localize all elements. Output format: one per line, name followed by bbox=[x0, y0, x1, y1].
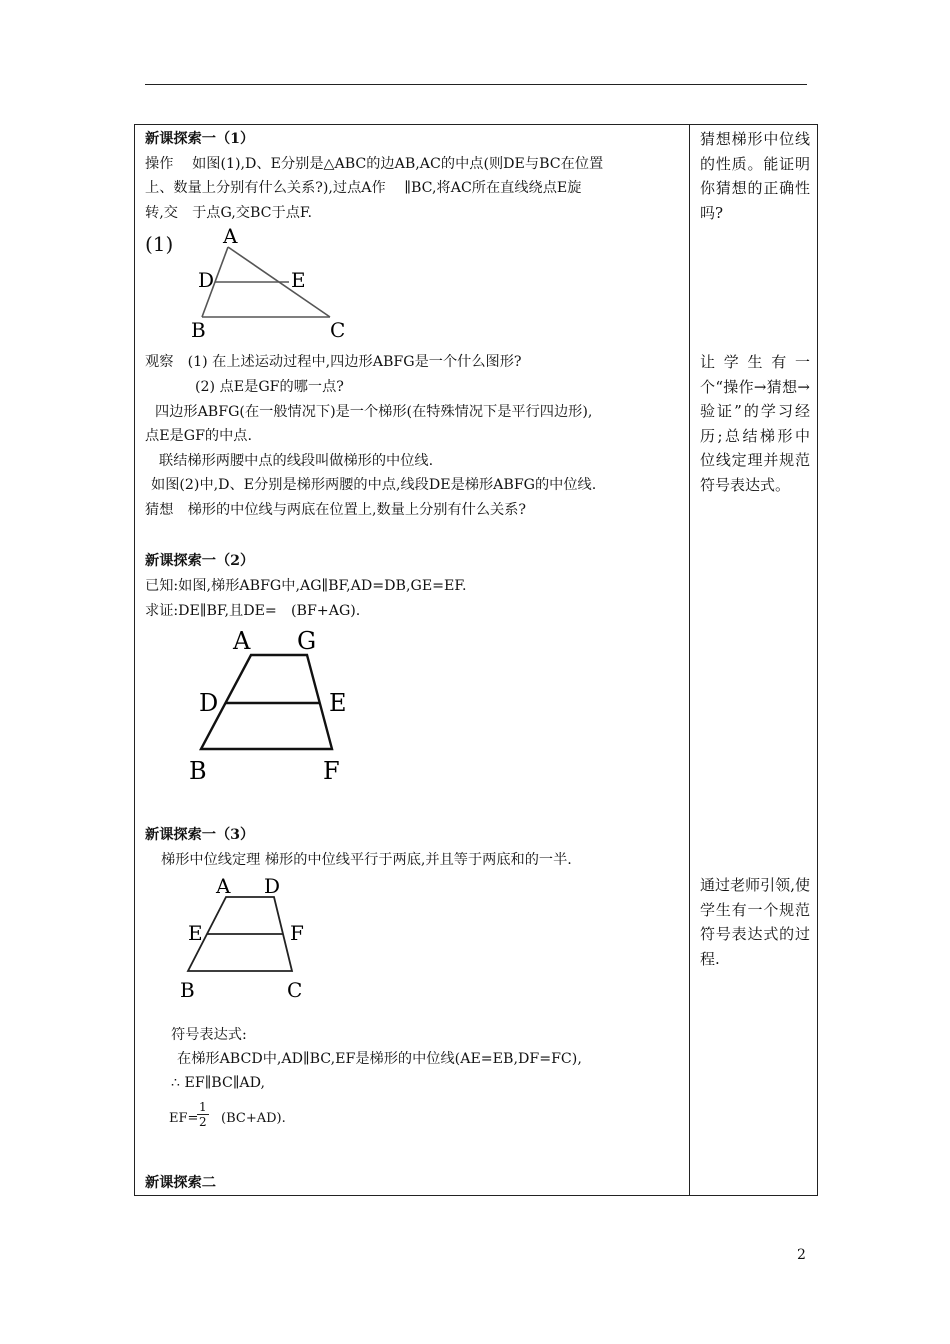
theorem-text: 梯形中位线定理 梯形的中位线平行于两底,并且等于两底和的一半. bbox=[161, 852, 572, 868]
header-rule bbox=[145, 84, 807, 85]
section1-line2: 上、数量上分别有什么关系?),过点A作 ∥BC,将AC所在直线绕点E旋 bbox=[145, 180, 582, 196]
sidebar-note-2: 让学生有一个“操作→猜想→验证”的学习经历;总结梯形中位线定理并规范符号表达式。 bbox=[700, 353, 810, 494]
fraction-denominator: 2 bbox=[199, 1115, 207, 1129]
lesson-table bbox=[134, 124, 818, 1196]
sidebar-note-3: 通过老师引领,使学生有一个规范符号表达式的过程. bbox=[700, 876, 810, 968]
point-a2-label: A bbox=[233, 627, 251, 655]
point-d2-label: D bbox=[199, 689, 219, 717]
paragraph-figure2: 如图(2)中,D、E分别是梯形两腰的中点,线段DE是梯形ABFG的中位线. bbox=[151, 477, 597, 493]
observe-line1: 观察 (1) 在上述运动过程中,四边形ABFG是一个什么图形? bbox=[145, 354, 522, 370]
paragraph-midline-def: 联结梯形两腰中点的线段叫做梯形的中位线. bbox=[159, 453, 434, 469]
notes-column bbox=[690, 125, 818, 1196]
sidebar-note-1: 猜想梯形中位线的性质。能证明你猜想的正确性吗? bbox=[700, 130, 810, 222]
fraction-one-half bbox=[197, 1100, 209, 1129]
section3-heading: 新课探索一（3） bbox=[145, 827, 255, 843]
prove-text: 求证:DE∥BF,且DE= (BF+AG). bbox=[145, 603, 361, 619]
point-c3-label: C bbox=[287, 978, 303, 1001]
section4-heading: 新课探索二 bbox=[145, 1175, 216, 1191]
trapezoid-figure-2 bbox=[187, 625, 357, 785]
point-b-label: B bbox=[191, 318, 206, 341]
fraction-numerator: 1 bbox=[199, 1100, 207, 1114]
expression-line3-prefix: EF= bbox=[169, 1111, 199, 1126]
point-d-label: D bbox=[198, 268, 215, 292]
point-a3-label: A bbox=[216, 874, 231, 898]
section1-line1: 操作 如图(1),D、E分别是△ABC的边AB,AC的中点(则DE与BC在位置 bbox=[145, 156, 604, 172]
paragraph-trapezoid: 四边形ABFG(在一般情况下)是一个梯形(在特殊情况下是平行四边形), bbox=[155, 404, 593, 420]
point-g2-label: G bbox=[297, 627, 317, 655]
point-d3-label: D bbox=[264, 874, 281, 898]
point-e2-label: E bbox=[329, 689, 347, 717]
expression-line3-suffix: (BC+AD). bbox=[221, 1111, 286, 1126]
observe-line2: (2) 点E是GF的哪一点? bbox=[195, 379, 344, 395]
expression-title: 符号表达式: bbox=[171, 1027, 247, 1043]
point-b2-label: B bbox=[189, 757, 207, 785]
point-f3-label: F bbox=[290, 921, 304, 945]
expression-line2: ∴ EF∥BC∥AD, bbox=[171, 1075, 266, 1091]
figure1-label: (1) bbox=[145, 232, 174, 256]
trapezoid-figure-3 bbox=[180, 873, 320, 1001]
content-column bbox=[135, 125, 690, 1196]
point-a-label: A bbox=[223, 224, 238, 248]
given-text: 已知:如图,梯形ABFG中,AG∥BF,AD=DB,GE=EF. bbox=[145, 578, 467, 594]
point-c-label: C bbox=[330, 318, 346, 341]
section2-heading: 新课探索一（2） bbox=[145, 553, 255, 569]
point-f2-label: F bbox=[323, 757, 340, 785]
expression-line1: 在梯形ABCD中,AD∥BC,EF是梯形的中位线(AE=EB,DF=FC), bbox=[177, 1051, 582, 1067]
paragraph-guess: 猜想 梯形的中位线与两底在位置上,数量上分别有什么关系? bbox=[145, 502, 526, 518]
section1-heading: 新课探索一（1） bbox=[145, 131, 255, 147]
paragraph-trapezoid-cont: 点E是GF的中点. bbox=[145, 428, 252, 444]
page-number: 2 bbox=[797, 1247, 806, 1263]
point-e3-label: E bbox=[188, 921, 203, 945]
point-b3-label: B bbox=[180, 978, 195, 1001]
triangle-figure bbox=[185, 223, 355, 341]
section1-line3: 转,交 于点G,交BC于点F. bbox=[145, 205, 313, 221]
point-e-label: E bbox=[291, 268, 306, 292]
